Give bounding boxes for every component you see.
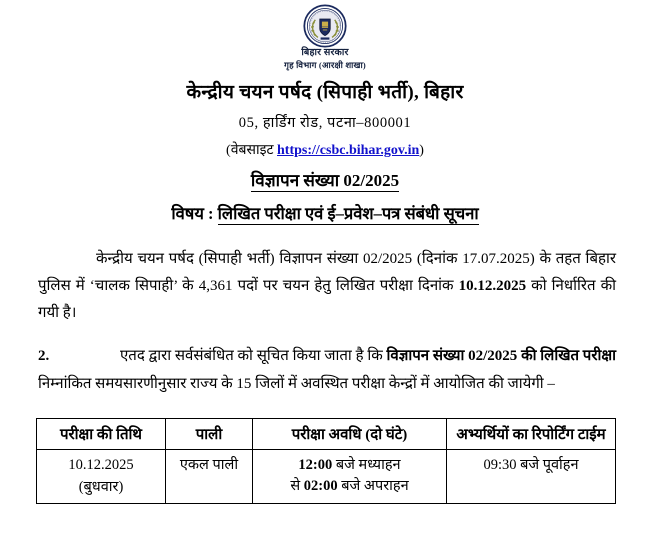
cell-duration <box>253 449 447 503</box>
column-header-exam-date: परीक्षा की तिथि <box>37 418 166 449</box>
cell-shift <box>166 449 253 503</box>
subject-line <box>0 201 650 224</box>
duration-end-time: 02:00 <box>303 478 338 495</box>
website-line <box>0 140 650 159</box>
paragraph-1-exam-date: 10.12.2025 <box>458 277 527 294</box>
exam-day-value: (बुधवार) <box>78 479 124 496</box>
duration-end-prefix: से <box>290 478 304 495</box>
paragraph-2 <box>38 343 616 398</box>
paragraph-2-marker: 2. <box>38 348 50 365</box>
office-address: 05, हार्डिंग रोड, पटना–800001 <box>238 114 412 131</box>
exam-schedule-table <box>36 418 616 504</box>
duration-start-time: 12:00 <box>298 456 333 473</box>
emblem-container <box>0 0 650 48</box>
paragraph-2-part-2: निम्नांकित समयसारणीनुसार राज्य के 15 जिलों में अवस्थित परीक्षा केन्द्रों में आयोजित की जायेगी – <box>38 375 555 392</box>
page-title: केन्द्रीय चयन पर्षद (सिपाही भर्ती), बिहार <box>186 81 464 103</box>
cell-exam-date <box>37 449 166 503</box>
reporting-time-value: 09:30 बजे पूर्वाहन <box>483 456 579 473</box>
paragraph-2-part-1: एतद द्वारा सर्वसंबंधित को सूचित किया जाता है कि <box>120 348 387 365</box>
duration-start-line <box>259 454 440 476</box>
column-header-shift: पाली <box>166 418 253 449</box>
website-label: (वेबसाइट <box>226 142 274 158</box>
duration-end-line <box>259 476 440 498</box>
advertisement-number-text: विज्ञापन संख्या 02/2025 <box>250 170 400 190</box>
column-header-duration: परीक्षा अवधि (दो घंटे) <box>253 418 447 449</box>
bihar-government-emblem-icon <box>303 4 347 48</box>
paragraph-1-part-2: को निर्धारित की गयी है। <box>38 277 617 322</box>
column-header-reporting-time: अभ्यर्थियों का रिपोर्टिंग टाईम <box>447 418 616 449</box>
shift-value: एकल पाली <box>179 456 239 473</box>
cell-reporting-time <box>447 449 616 503</box>
advertisement-number <box>0 168 650 191</box>
table-head <box>37 418 616 449</box>
website-close-paren: ) <box>419 142 424 158</box>
table-body <box>37 449 616 503</box>
subject-label: विषय : <box>171 203 214 223</box>
table-header-row <box>37 418 616 449</box>
table-row <box>37 449 616 503</box>
website-link[interactable]: https://csbc.bihar.gov.in <box>277 142 420 158</box>
government-line: बिहार सरकार <box>301 48 349 58</box>
duration-start-suffix: बजे मध्याहन <box>332 456 401 473</box>
duration-end-suffix: बजे अपराहन <box>337 478 409 495</box>
paragraph-1 <box>38 246 616 328</box>
subject-text: लिखित परीक्षा एवं ई–प्रवेश–पत्र संबंधी सूचना <box>217 203 479 223</box>
paragraph-1-part-1: केन्द्रीय चयन पर्षद (सिपाही भर्ती) विज्ञापन संख्या 02/2025 (दिनांक 17.07.2025) के तहत बिहार पुलिस में ‘चालक सिपाही’ के 4,361 पदों पर चयन हेतु लिखित परीक्षा दिनांक <box>38 250 616 294</box>
schedule-table-container <box>0 418 650 504</box>
paragraph-2-advertisement-ref: विज्ञापन संख्या 02/2025 की लिखित परीक्षा <box>386 348 616 365</box>
exam-date-value: 10.12.2025 <box>68 456 134 473</box>
department-line: गृह विभाग (आरक्षी शाखा) <box>284 59 366 70</box>
body-content <box>0 246 650 398</box>
